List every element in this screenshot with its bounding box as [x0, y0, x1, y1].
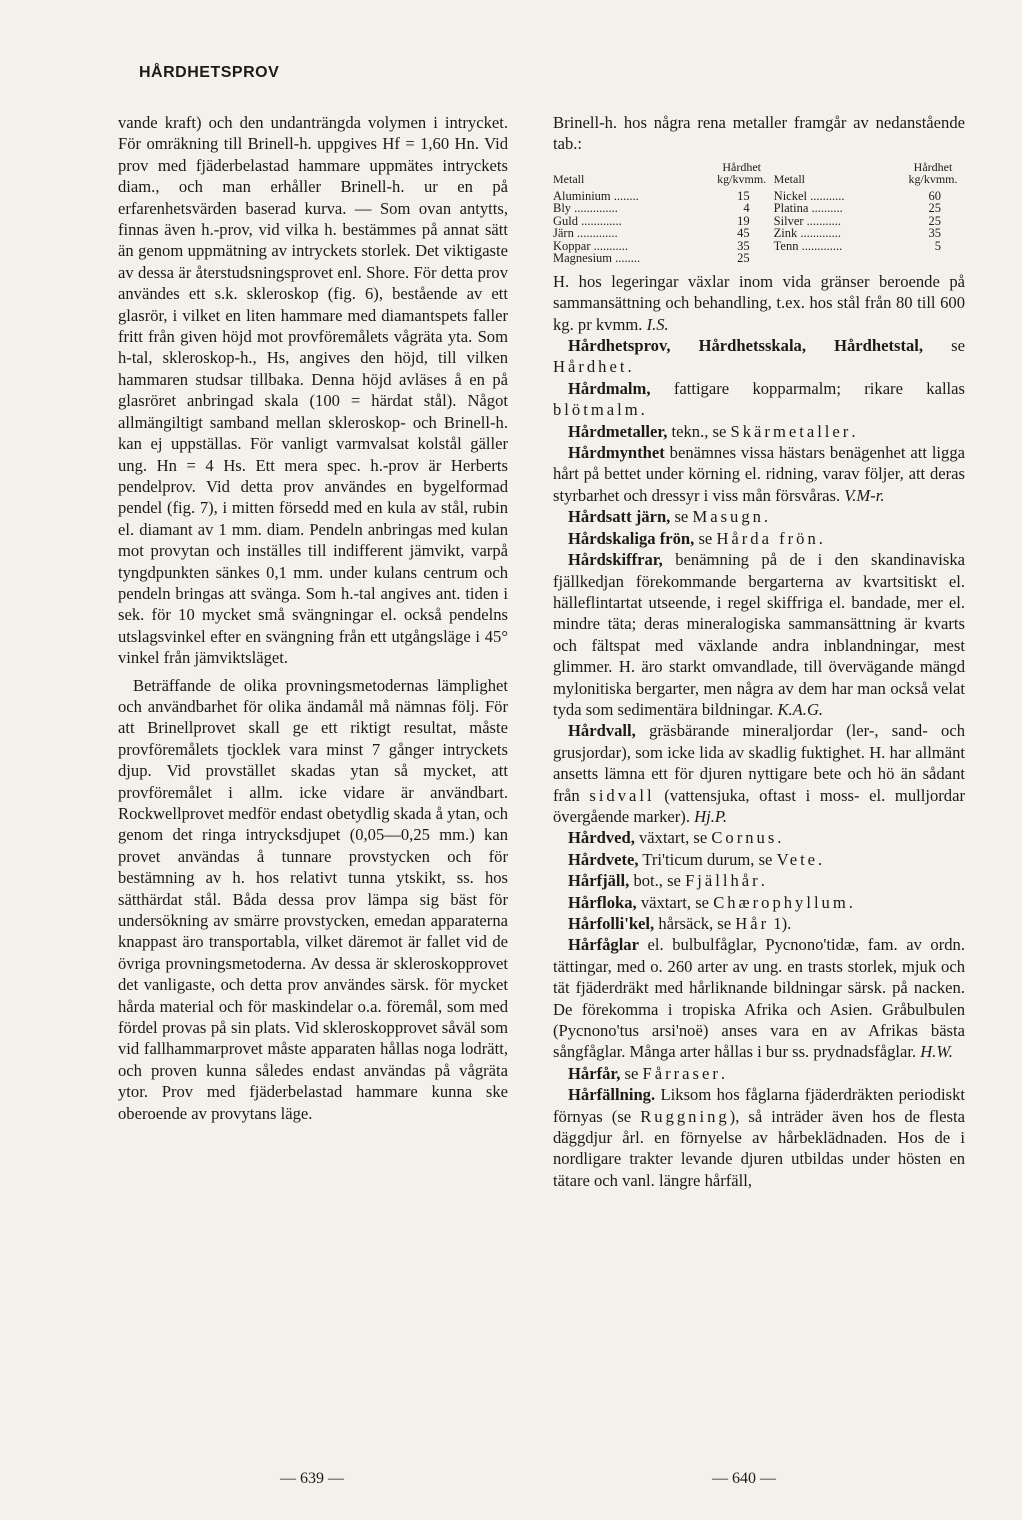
entry-text: .: [760, 871, 765, 891]
entry-text: Liksom hos fåglarna fjäderdräkten periodiskt förnyas (se: [553, 1085, 965, 1126]
entry-text: bot., se: [629, 871, 686, 891]
page-number: — 639 —: [280, 1470, 344, 1487]
dictionary-entry: [553, 506, 965, 527]
entry-text: se: [694, 528, 717, 548]
entry-headword: Hårdmalm,: [568, 378, 651, 398]
cross-reference: blötmalm: [553, 400, 641, 420]
paragraph: vande kraft) och den undanträngda volymen i intrycket. För omräkning till Brinell-h. uppgives Hf = 1,60 Hn. Vid prov med fjäderbelastad hammare uppmätes intryckets diam., och man erhåller Brinell-h. ur en på erfarenhetsvärden baserad kurva. — Som ovan antytts, finnas även h.-prov, vid vilka h. bestämmes på annat sätt än genom uppmätning av intryckets storlek. Det viktigaste av dessa är återstudsningsprovet enl. Shore. För detta prov användes ett s.k. skleroskop (fig. 6), bestående av ett glasrör, i vilket en liten hammare med diamantspets faller fritt från given höjd mot provföremålets vågräta yta. Som h-tal, skleroskop-h., Hs, angives den höjd, till vilken hammaren studsar tillbaka. Denna höjd avläses å en på glasröret anbringad skala (100 = härdat stål). Något allmängiltigt samband mellan skleroskop- och Brinell-h. kan ej uppställas. För vanligt varmvalsat kolstål gäller ung. Hn = 4 Hs. Ett mera spec. h.-prov är Herberts pendelprov. Vid detta prov användes en bygelformad pendel (fig. 7), i mitten försedd med en kula av stål, rubin el. diamant av 1 mm. diam. Pendeln anbringas med kulan mot provytan och inställes till indifferent jämvikt, varpå tyngdpunkten sänkes 0,1 mm. under kulans centrum och pendeln bringas att svänga. Som h.-tal angives ant. tiden i sek. för 10 mycket små svängningar el. också pendelns utslagsvinkel efter en svängning från ett utgångsläge i 45° vinkel från jämviktsläget.: [118, 113, 508, 668]
dictionary-entry: [553, 720, 965, 827]
table-cell: [774, 252, 901, 265]
page-header: HÅRDHETSPROV: [139, 64, 280, 81]
table-row: [553, 202, 965, 215]
dictionary-entry: [553, 870, 965, 891]
dictionary-entry: [553, 934, 965, 1062]
author-signature: Hj.P.: [694, 806, 728, 826]
cross-reference: Hårda frön: [716, 528, 819, 548]
table-cell: 15: [737, 188, 750, 203]
table-cell: 5: [934, 238, 941, 253]
entry-text: .: [640, 400, 645, 420]
table-cell: Aluminium ........: [553, 188, 639, 203]
table-cell: [901, 252, 965, 265]
table-cell: 25: [928, 213, 941, 228]
cross-reference: Masugn: [692, 507, 764, 527]
entry-text: se: [923, 336, 965, 356]
entry-headword: Hårdhetsprov, Hårdhetsskala, Hårdhetstal,: [568, 336, 924, 356]
entry-text: .: [777, 828, 782, 848]
dictionary-entry: [553, 549, 965, 720]
table-cell: Tenn .............: [773, 238, 843, 253]
table-cell: 25: [928, 201, 941, 216]
entry-text: gräsbärande mineraljordar (ler-, sand- och grusjordar), som icke lida av skadlig fuktighet. H. har allmänt ansetts lämna ett för djuren nyttigare bete och hö än sådant från: [553, 721, 965, 805]
author-signature: H.W.: [920, 1042, 953, 1062]
table-cell: 25: [737, 251, 750, 266]
cross-reference: Chærophyllum: [713, 892, 849, 912]
entry-headword: Hårdmetaller,: [568, 421, 668, 441]
entry-text: .: [627, 357, 632, 377]
table-header: Metall: [773, 172, 805, 187]
dictionary-entry: [553, 1063, 965, 1084]
cross-reference: Hårdhet: [553, 357, 628, 377]
table-cell: 35: [928, 226, 941, 241]
entry-text: tekn., se: [667, 421, 731, 441]
dictionary-entry: [553, 528, 965, 549]
entry-text: fattigare kopparmalm; rikare kallas: [650, 378, 965, 398]
table-cell: Zink .............: [773, 226, 842, 241]
entry-headword: Hårdvall,: [568, 721, 636, 741]
table-cell: 45: [737, 226, 750, 241]
entry-headword: Hårfolli'kel,: [568, 914, 655, 933]
dictionary-entry: [553, 335, 965, 378]
table-cell: Bly ..............: [553, 201, 618, 216]
entry-headword: Hårdved,: [568, 828, 635, 848]
entry-headword: Hårfällning.: [568, 1085, 656, 1105]
table-header: Metall: [553, 172, 585, 187]
dictionary-entry: [553, 849, 965, 870]
dictionary-entry: [553, 913, 965, 934]
table-row: [553, 227, 965, 240]
table-cell: Guld .............: [553, 213, 622, 228]
entry-text: växtart, se: [634, 828, 712, 848]
entry-text: hårsäck, se: [654, 914, 736, 933]
paragraph: [553, 271, 965, 335]
paragraph: Beträffande de olika provningsmetodernas lämplighet och användbarhet för olika ändamål må nämnas följ. För att Brinellprovet skall ge ett riktigt resultat, måste provföremålets tjocklek vara minst 7 gånger intryckets djup. Vid provstället skadas ytan så mycket, att provföremålet i allm. icke vidare är användbart. Rockwellprovet medför endast obetydlig skada å ytan, och genom det ringa intrycksdjupet (0,05—0,25 mm.) kan provet användas å tunnare provstycken och för bestämning av h. hos relativt tunna ytskikt, ss. hos sätthärdat stål. Båda dessa prov lämpa sig bäst för undersökning av smärre provstycken, emedan apparaterna knappast äro transportabla, vilket däremot är fallet vid de övriga provningsmetoderna. Av dessa är skleroskopprovet det vanligaste, och detta prov användes särsk. för mycket hårda material och för maskindelar o.a. föremål, som med fördel provas på sin plats. Vid skleroskopprovet såväl som vid fallhammarprovet måste apparaten hållas noga lodrätt, och proven kunna således endast användas på vågräta ytor. Prov med fjäderbelastad hammare kunna ske oberoende av provytans läge.: [118, 675, 508, 1123]
table-header: Hårdhet kg/kvmm.: [908, 159, 958, 187]
entry-text: .: [763, 507, 769, 527]
cross-reference: Vete: [776, 849, 819, 869]
cross-reference: Skärmetaller: [730, 421, 852, 441]
author-signature: I.S.: [646, 314, 669, 334]
entry-text: Tri'ticum durum, se: [638, 849, 777, 869]
dictionary-entry: [553, 827, 965, 848]
entry-headword: Hårdskiffrar,: [568, 550, 663, 570]
entry-headword: Hårdsatt järn,: [568, 507, 671, 527]
entry-headword: Hårfloka,: [568, 892, 637, 912]
cross-reference: Hår: [735, 914, 770, 933]
cross-reference: Fårraser: [642, 1063, 721, 1083]
author-signature: K.A.G.: [777, 699, 824, 719]
dictionary-entry: [553, 1084, 965, 1191]
entry-text: .: [851, 421, 856, 441]
cross-reference: sidvall: [589, 785, 655, 805]
entry-text: se: [670, 507, 693, 527]
entry-headword: Hårdskaliga frön,: [568, 528, 695, 548]
cross-reference: Fjällhår: [685, 871, 761, 891]
dictionary-entry: [553, 378, 965, 421]
entry-headword: Hårdvete,: [568, 849, 639, 869]
dictionary-entry: [553, 892, 965, 913]
entry-text: .: [720, 1063, 726, 1083]
entry-text: el. bulbulfåglar, Pycnono'tidæ, fam. av ordn. tättingar, med o. 260 arter av ung. en trasts storlek, mjuk och tät fjäderdräkt med hårliknande bildningar särsk. på nacken. De förekomma i tropiska Afrika och Asien. Gråbulbulen (Pycnono'tus arsi'noë) anses vara en av Afrikas bästa sångfåglar. Många arter hållas i bur ss. prydnadsfåglar.: [553, 935, 965, 1062]
entry-headword: Hårdmynthet: [568, 443, 665, 463]
table-cell: Järn .............: [553, 226, 618, 241]
dictionary-entry: [553, 442, 965, 506]
cross-reference: Ruggning: [640, 1106, 730, 1126]
dictionary-entry: [553, 421, 965, 442]
entry-text: .: [818, 528, 823, 548]
metals-hardness-table: [553, 161, 965, 265]
table-cell: 19: [737, 213, 750, 228]
entry-text: se: [620, 1063, 643, 1083]
entry-headword: Hårfjäll,: [568, 871, 630, 891]
table-cell: Silver ...........: [773, 213, 842, 228]
entry-text: 1).: [769, 914, 792, 933]
entry-text: benämnes vissa hästars benägenhet att ligga hårt på bettet under körning el. ridning, varav följer, att deras styrbarhet och dressyr i viss mån försvåras.: [553, 443, 965, 505]
table-cell: Nickel ...........: [773, 188, 845, 203]
entry-text: ), så inträder även hos de flesta däggdjur årl. en förnyelse av hårbeklädnaden. Hos de i nordligare trakter levande djuren utbildas under hösten en tätare och vanl. längre hårfäll,: [553, 1106, 965, 1190]
table-cell: Koppar ...........: [553, 238, 628, 253]
right-column: [553, 112, 965, 1191]
table-cell: Platina ..........: [773, 201, 843, 216]
table-cell: 4: [743, 201, 750, 216]
entry-headword: Hårfåglar: [568, 935, 639, 955]
table-cell: 60: [928, 188, 941, 203]
page-number: — 640 —: [712, 1470, 776, 1487]
entry-text: (vattensjuka, oftast i moss- el. mulljordar övergående marker).: [553, 785, 965, 826]
table-cell: Magnesium ........: [553, 251, 641, 266]
table-cell: 35: [737, 238, 750, 253]
table-row: [553, 252, 965, 265]
paragraph-text: H. hos legeringar växlar inom vida gränser beroende på sammansättning och behandling, t.ex. hos stål från 80 till 600 kg. pr kvmm.: [553, 271, 965, 334]
author-signature: V.M-r.: [844, 485, 885, 505]
entry-text: växtart, se: [636, 892, 714, 912]
entry-text: .: [818, 849, 823, 869]
entry-text: .: [848, 892, 853, 912]
entry-headword: Hårfår,: [568, 1063, 621, 1083]
cross-reference: Cornus: [711, 828, 778, 848]
left-column: [118, 112, 508, 1124]
paragraph: Brinell-h. hos några rena metaller framgår av nedanstående tab.:: [553, 113, 965, 154]
table-header: Hårdhet kg/kvmm.: [717, 159, 767, 187]
entry-text: benämning på de i den skandinaviska fjällkedjan förekommande bergarterna av kvartsitiskt el. hälleflintartat utseende, i regel skiffriga el. bandade, mer el. mindre täta; deras mineralogiska sammansättning är kvarts och fältspat med växlande andra inblandningar, mest glimmer. H. äro starkt omvandlade, till övervägande mängd mylonitiska bergarter, men några av dem har man också velat tyda som sedimentära bildningar.: [553, 550, 965, 719]
